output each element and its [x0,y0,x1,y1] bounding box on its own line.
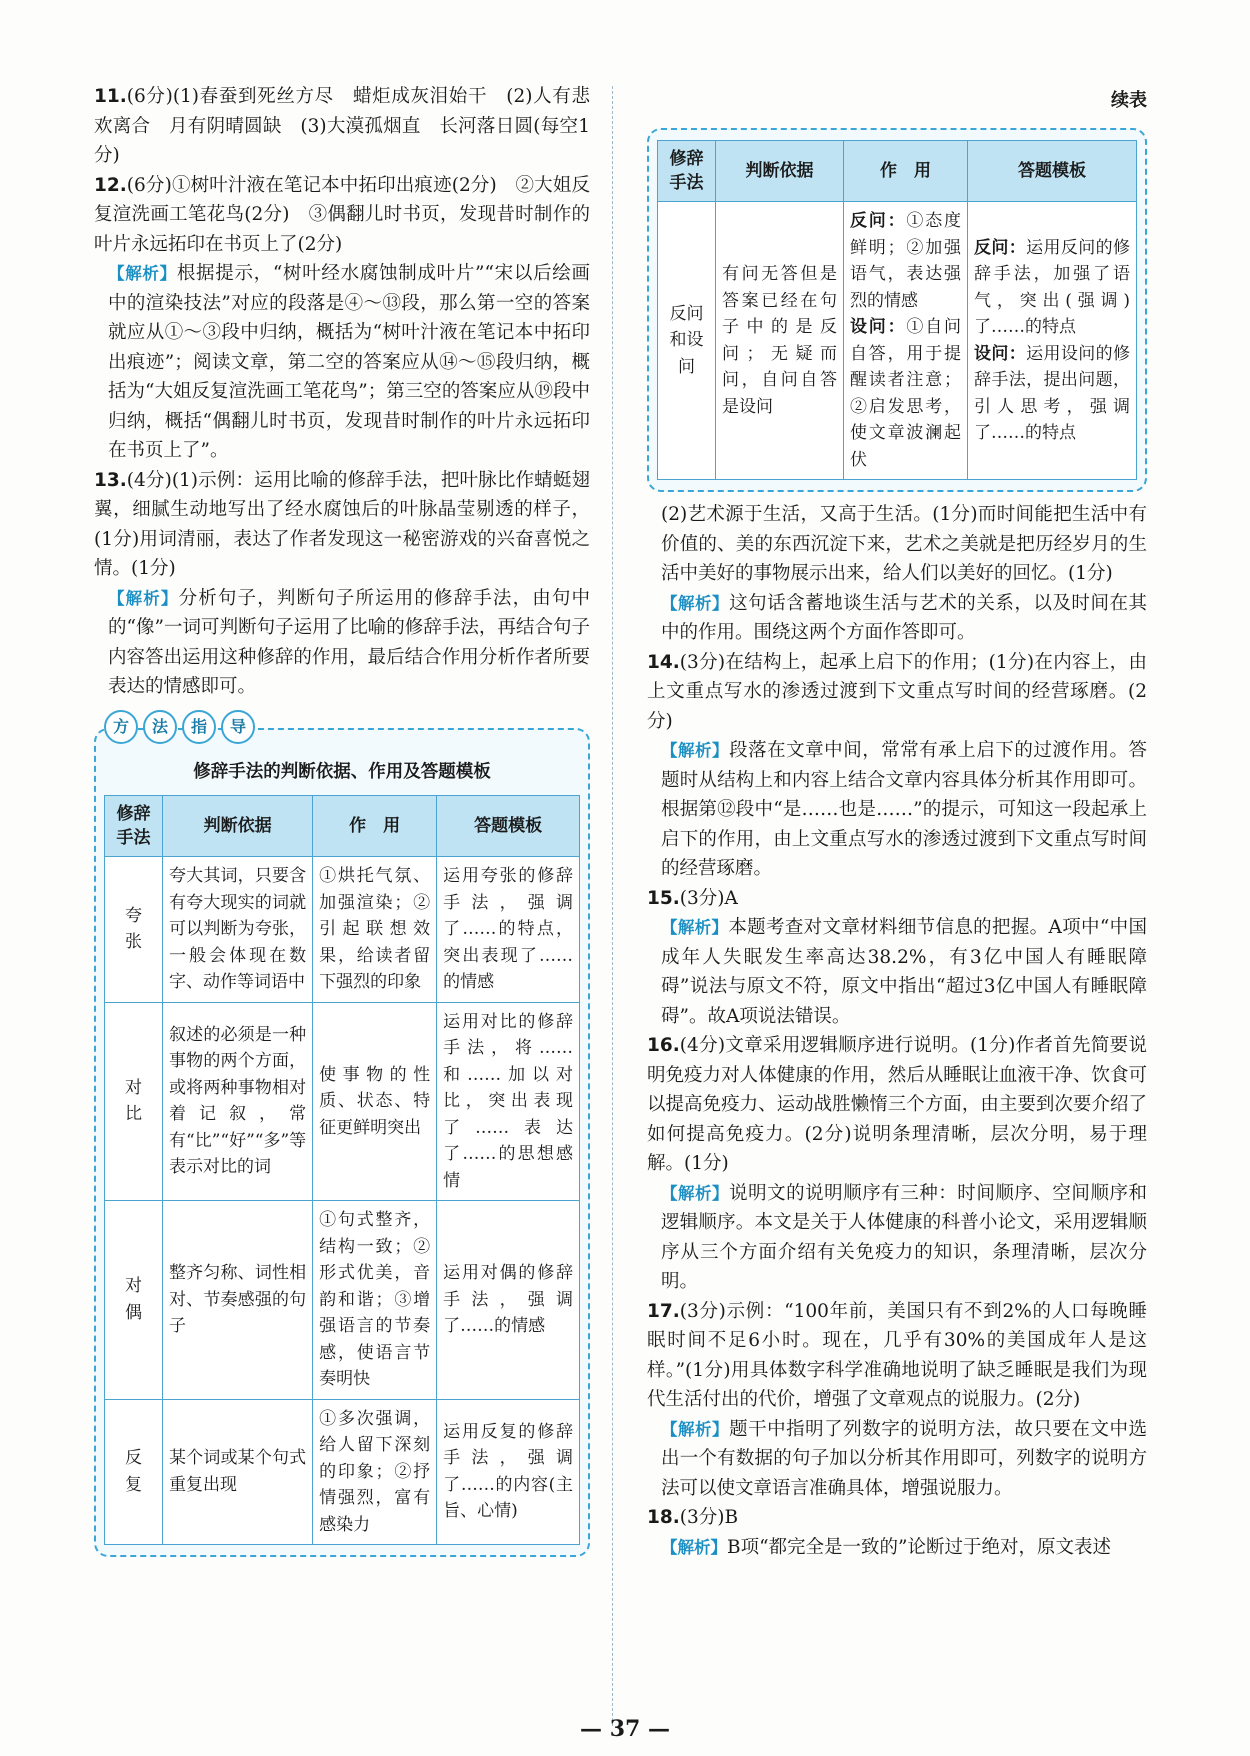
rhetoric-table [104,795,580,1545]
continued-table-box [647,128,1147,492]
question-18: 18.(3分)B [647,1507,739,1528]
table-header-row: 修辞手法 判断依据 作 用 答题模板 [658,141,1137,202]
left-column [94,82,590,1557]
analysis-17: 【解析】题干中指明了列数字的说明方法，故只要在文中选出一个有数据的句子加以分析其作用即可，列数字的说明方法可以使文章语言准确具体，增强说服力。 [661,1418,1147,1499]
question-16: 16.(4分)文章采用逻辑顺序进行说明。(1分)作者首先简要说明免疫力对人体健康的作用，然后从睡眠让血液干净、饮食可以提高免疫力、运动战胜懒惰三个方面，由主要到次要介绍了如何提高免疫力。(2分)说明条理清晰，层次分明，易于理解。(1分) [647,1035,1147,1174]
method-guide-title: 修辞手法的判断依据、作用及答题模板 [193,761,491,782]
question-13: 13.(4分)(1)示例：运用比喻的修辞手法，把叶脉比作蜻蜓翅翼，细腻生动地写出了经水腐蚀后的叶脉晶莹剔透的样子，(1分)用词清丽，表达了作者发现这一秘密游戏的兴奋喜悦之情。(1分) [94,469,590,579]
analysis-12: 【解析】根据提示，“树叶经水腐蚀制成叶片”“宋以后绘画中的渲染技法”对应的段落是④～⑬段，那么第一空的答案就应从①～③段中归纳，概括为“树叶汁液在笔记本中拓印出痕迹”；阅读文章，第二空的答案应从⑭～⑮段归纳，概括为“大姐反复渲洗画工笔花鸟”；第三空的答案应从⑲段中归纳，概括“偶翻儿时书页，发现昔时制作的叶片永远拓印在书页上了”。 [108,263,590,461]
question-13-part-2: (2)艺术源于生活，又高于生活。(1分)而时间能把生活中有价值的、美的东西沉淀下来，艺术之美就是把历经岁月的生活中美好的事物展示出来，给人们以美好的回忆。(1分) [661,504,1147,584]
question-15: 15.(3分)A [647,887,738,909]
question-17: 17.(3分)示例：“100年前，美国只有不到2%的人口每晚睡眠时间不足6小时。现在，几乎有30%的美国成年人是这样。”(1分)用具体数字科学准确地说明了缺乏睡眠是我们为现代生活付出的代价，增强了文章观点的说服力。(2分) [647,1300,1147,1410]
question-11: 11.(6分)(1)春蚕到死丝方尽 蜡炬成灰泪始干 (2)人有悲欢离合 月有阴晴圆缺 (3)大漠孤烟直 长河落日圆(每空1分) [94,86,590,166]
table-row: 对 偶 整齐匀称、词性相对、节奏感强的句子 ①句式整齐，结构一致；②形式优美，音韵和谐；③增强语言的节奏感，使语言节奏明快 运用对偶的修辞手法，强调了……的情感 [105,1201,580,1400]
question-12: 12.(6分)①树叶汁液在笔记本中拓印出痕迹(2分) ②大姐反复渲洗画工笔花鸟(2分) ③偶翻儿时书页，发现昔时制作的叶片永远拓印在书页上了(2分) [94,174,590,255]
analysis-16: 【解析】说明文的说明顺序有三种：时间顺序、空间顺序和逻辑顺序。本文是关于人体健康的科普小论文，采用逻辑顺序从三个方面介绍有关免疫力的知识，条理清晰，层次分明。 [661,1182,1147,1292]
table-row: 反问和设问 有问无答但是答案已经在句子中的是反问；无疑而问，自问自答是设问 反问：①态度鲜明；②加强语气，表达强烈的情感 设问：①自问自答，用于提醒读者注意；②启发思考，使文章波澜起伏 反问：运用反问的修辞手法，加强了语气，突出(强调)了……的特点 设问：运用设问的修辞手法，提出问题，引人思考，强调了……的特点 [658,202,1137,480]
table-header-row: 修辞手法 判断依据 作 用 答题模板 [105,796,580,857]
rhetoric-table-continued [657,140,1137,480]
analysis-18: 【解析】B项“都完全是一致的”论断过于绝对，原文表述 [661,1536,1112,1558]
column-divider [612,86,613,1726]
analysis-13-part-2: 【解析】这句话含蓄地谈生活与艺术的关系，以及时间在其中的作用。围绕这两个方面作答即可。 [661,592,1147,643]
analysis-13: 【解析】分析句子，判断句子所运用的修辞手法，由句中的“像”一词可判断句子运用了比喻的修辞手法，再结合句子内容答出运用这种修辞的作用，最后结合作用分析作者所要表达的情感即可。 [108,587,590,697]
method-guide-box [94,716,590,1558]
table-row: 夸 张 夸大其词，只要含有夸大现实的词就可以判断为夸张，一般会体现在数字、动作等词语中 ①烘托气氛、加强渲染；②引起联想效果，给读者留下强烈的印象 运用夸张的修辞手法，强调了……的特点，突出表现了……的情感 [105,857,580,1003]
analysis-14: 【解析】段落在文章中间，常常有承上启下的过渡作用。答题时从结构上和内容上结合文章内容具体分析其作用即可。根据第⑫段中“是……也是……”的提示，可知这一段起承上启下的作用，由上文重点写水的渗透过渡到下文重点写时间的经营琢磨。 [661,740,1147,879]
page-number: — 37 — [580,1716,670,1742]
question-14: 14.(3分)在结构上，起承上启下的作用；(1分)在内容上，由上文重点写水的渗透过渡到下文重点写时间的经营琢磨。(2分) [647,651,1147,732]
right-column [647,128,1147,1562]
analysis-15: 【解析】本题考查对文章材料细节信息的把握。A项中“中国成年人失眠发生率高达38.2%，有3亿中国人有睡眠障碍”说法与原文不符，原文中指出“超过3亿中国人有睡眠障碍”。故A项说法错误。 [661,917,1148,1027]
continued-label: 续表 [1111,90,1147,111]
table-row: 对 比 叙述的必须是一种事物的两个方面，或将两种事物相对着记叙，常有“比”“好”“多”等表示对比的词 使事物的性质、状态、特征更鲜明突出 运用对比的修辞手法，将……和……加以对比，突出表现了……表达了……的思想感情 [105,1002,580,1201]
table-row: 反 复 某个词或某个句式重复出现 ①多次强调，给人留下深刻的印象；②抒情强烈，富有感染力 运用反复的修辞手法，强调了……的内容(主旨、心情) [105,1399,580,1545]
method-guide-tabs: 方 法 指 导 [104,710,255,744]
